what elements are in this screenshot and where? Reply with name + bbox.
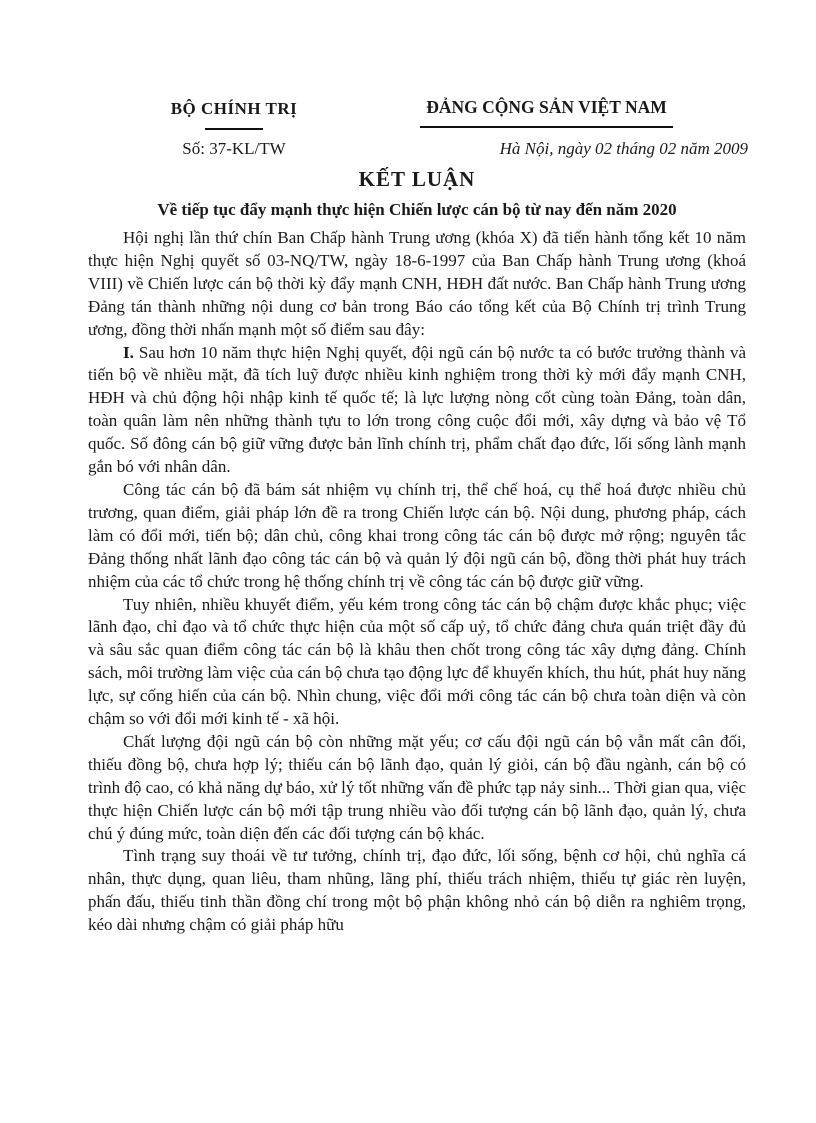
- paragraph-text: Tình trạng suy thoái về tư tưởng, chính trị, đạo đức, lối sống, bệnh cơ hội, chủ nghĩa cá nhân, thực dụng, quan liêu, tham nhũng, lãng phí, thiếu trách nhiệm, thiếu tự giác rèn luyện, phấn đấu, thiếu tinh thần đồng chí trong một bộ phận không nhỏ cán bộ diễn ra nghiêm trọng, kéo dài nhưng chậm có giải pháp hữu: [88, 846, 746, 935]
- document-number: Số: 37-KL/TW: [182, 139, 286, 158]
- title-block: [88, 167, 746, 220]
- paragraph: [88, 342, 746, 479]
- paragraph-text: Chất lượng đội ngũ cán bộ còn những mặt yếu; cơ cấu đội ngũ cán bộ vẫn mất cân đối, thiếu đồng bộ, chưa hợp lý; thiếu cán bộ lãnh đạo, quản lý giỏi, cán bộ đầu ngành, cán bộ có trình độ cao, có khả năng dự báo, xử lý tốt những vấn đề phức tạp nảy sinh... Thời gian qua, việc thực hiện Chiến lược cán bộ mới tập trung nhiều vào đối tượng cán bộ lãnh đạo, quản lý, chưa chú ý đúng mức, toàn diện đến các đối tượng cán bộ khác.: [88, 731, 746, 843]
- paragraph-lead: I.: [123, 342, 134, 362]
- place-date: Hà Nội, ngày 02 tháng 02 năm 2009: [499, 139, 748, 158]
- document-title: KẾT LUẬN: [358, 167, 476, 191]
- party-divider: [420, 126, 673, 128]
- party-header-block: [400, 97, 693, 128]
- document-body: [88, 227, 746, 937]
- paragraph-text: Tuy nhiên, nhiều khuyết điểm, yếu kém trong công tác cán bộ chậm được khắc phục; việc lãnh đạo, chỉ đạo và tổ chức thực hiện của một số cấp uỷ, tổ chức đảng chưa quán triệt đầy đủ và sâu sắc quan điểm công tác cán bộ là khâu then chốt trong công tác xây dựng đảng. Chính sách, môi trường làm việc của cán bộ chưa tạo động lực để khuyến khích, thu hút, phát huy năng lực, sự cống hiến của cán bộ. Nhìn chung, việc đổi mới công tác cán bộ chưa toàn diện và còn chậm so với đổi mới kinh tế - xã hội.: [88, 594, 746, 729]
- paragraph: [88, 845, 746, 937]
- paragraph-text: Công tác cán bộ đã bám sát nhiệm vụ chính trị, thể chế hoá, cụ thể hoá được nhiều chủ trương, quan điểm, giải pháp lớn đề ra trong Chiến lược cán bộ. Nội dung, phương pháp, cách làm có đổi mới, tiến bộ; dân chủ, công khai trong công tác cán bộ được mở rộng; nguyên tắc Đảng thống nhất lãnh đạo công tác cán bộ và quản lý đội ngũ cán bộ, đồng thời phát huy trách nhiệm của các tổ chức trong hệ thống chính trị về công tác cán bộ được giữ vững.: [88, 479, 746, 591]
- paragraph-text: Sau hơn 10 năm thực hiện Nghị quyết, đội ngũ cán bộ nước ta có bước trưởng thành và tiến bộ về nhiều mặt, đã tích luỹ được nhiều kinh nghiệm trong thời kỳ mới đẩy mạnh CNH, HĐH và chủ động hội nhập kinh tế quốc tế; là lực lượng nòng cốt cùng toàn Đảng, toàn dân, toàn quân làm nên những thành tựu to lớn trong công cuộc đổi mới, xây dựng và bảo vệ Tổ quốc. Số đông cán bộ giữ vững được bản lĩnh chính trị, phẩm chất đạo đức, lối sống lành mạnh gắn bó với nhân dân.: [88, 342, 746, 477]
- paragraph: [88, 731, 746, 846]
- paragraph: [88, 479, 746, 594]
- document-subtitle: Về tiếp tục đẩy mạnh thực hiện Chiến lược cán bộ từ nay đến năm 2020: [157, 200, 677, 219]
- issuer-divider: [205, 128, 263, 130]
- issuer-block: [88, 99, 380, 159]
- paragraph-text: Hội nghị lần thứ chín Ban Chấp hành Trung ương (khóa X) đã tiến hành tổng kết 10 năm thực hiện Nghị quyết số 03-NQ/TW, ngày 18-6-1997 của Ban Chấp hành Trung ương (khoá VIII) về Chiến lược cán bộ thời kỳ đẩy mạnh CNH, HĐH đất nước. Ban Chấp hành Trung ương Đảng tán thành những nội dung cơ bản trong Báo cáo tổng kết của Bộ Chính trị trình Trung ương, đồng thời nhấn mạnh một số điểm sau đây:: [88, 228, 746, 339]
- party-name: ĐẢNG CỘNG SẢN VIỆT NAM: [426, 97, 667, 117]
- issuer-name: BỘ CHÍNH TRỊ: [170, 99, 298, 118]
- paragraph: [88, 594, 746, 731]
- paragraph: [88, 227, 746, 342]
